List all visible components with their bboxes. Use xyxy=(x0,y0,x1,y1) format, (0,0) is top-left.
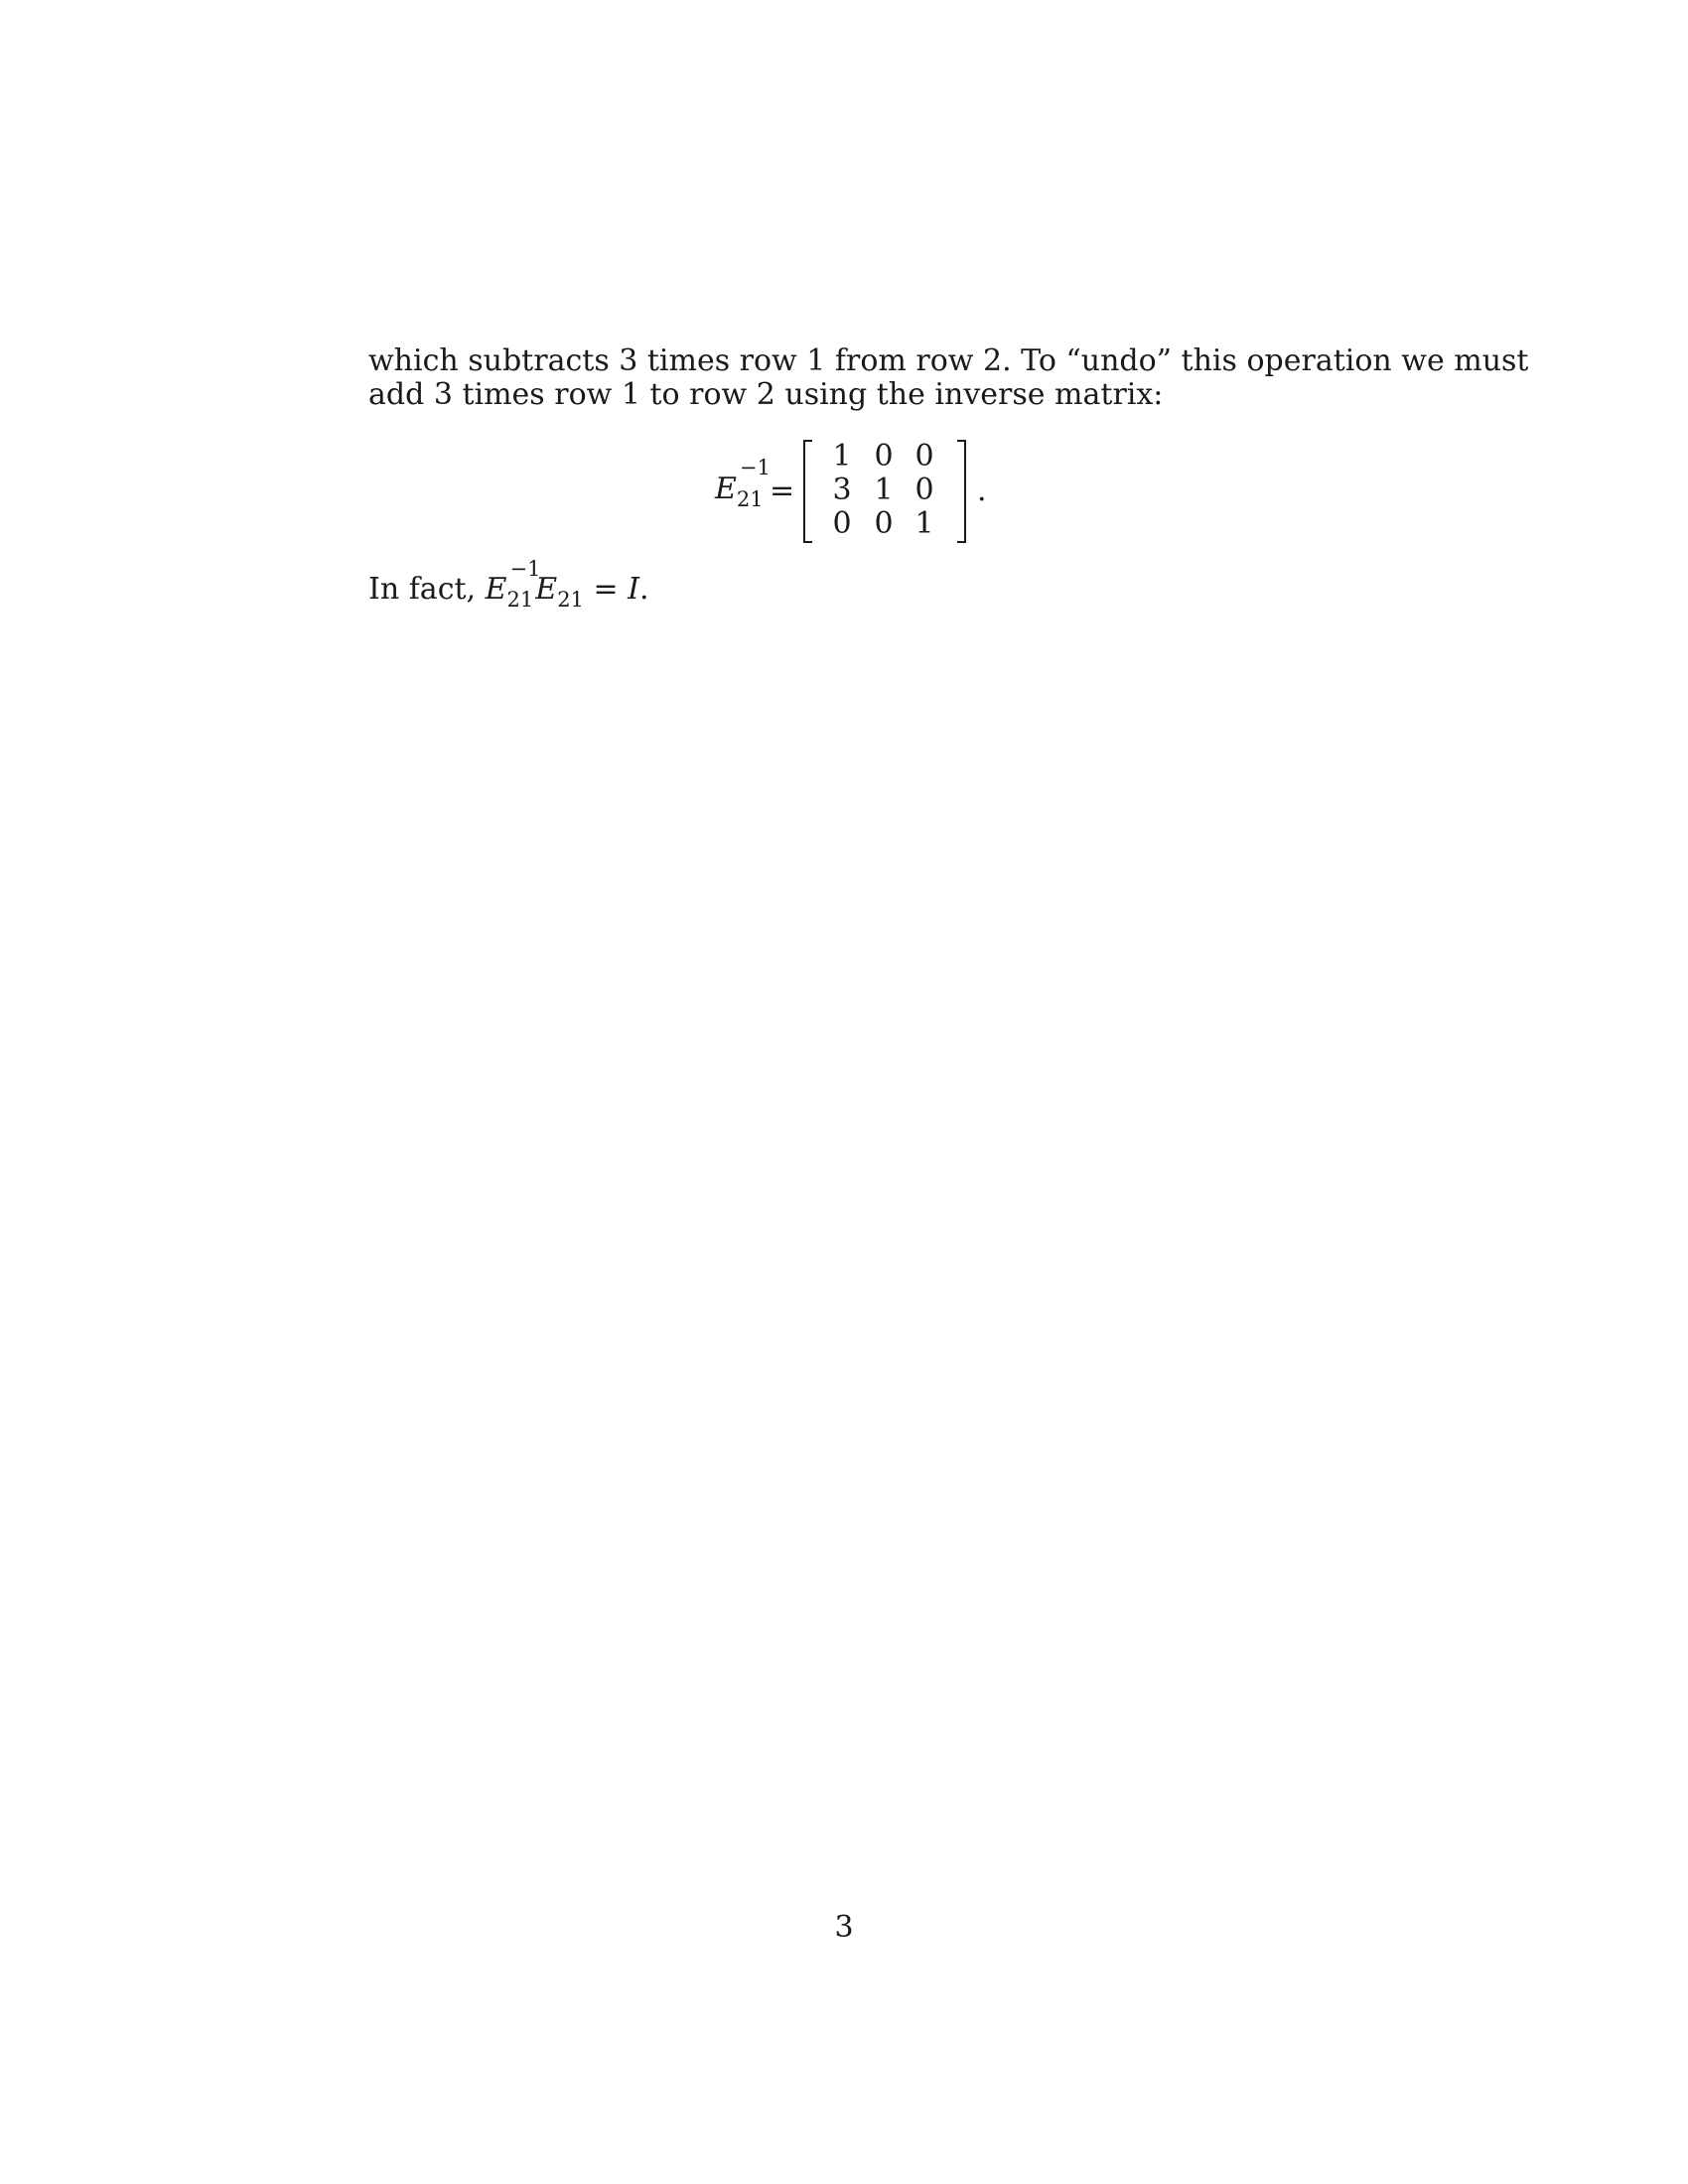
equals-sign: = xyxy=(770,474,795,508)
conclusion-prefix: In fact, xyxy=(368,572,486,607)
matrix-cell: 1 xyxy=(832,439,852,474)
matrix-cell: 0 xyxy=(874,439,894,474)
lhs-symbol: E xyxy=(715,472,737,506)
matrix-cell: 0 xyxy=(832,506,852,541)
equation-period: . xyxy=(977,474,987,508)
matrix-cell: 0 xyxy=(914,439,934,474)
conclusion-result: I xyxy=(628,572,639,607)
page-number: 3 xyxy=(834,1910,854,1945)
equation-lhs xyxy=(715,456,771,511)
inverse-matrix-equation xyxy=(715,440,993,543)
conclusion-superscript-1: −1 xyxy=(509,557,541,581)
lhs-superscript: −1 xyxy=(739,456,771,479)
paragraph-intro xyxy=(368,343,1529,412)
conclusion-relation: = xyxy=(583,572,629,607)
text-line-1: which subtracts 3 times row 1 from row 2. To “undo” this operation we must xyxy=(368,343,1529,378)
matrix-right-bracket xyxy=(957,440,966,543)
text-line-2: add 3 times row 1 to row 2 using the inverse matrix: xyxy=(368,377,1164,412)
matrix-cell: 1 xyxy=(914,506,934,541)
conclusion-end: . xyxy=(639,572,649,607)
lhs-scripts xyxy=(736,456,771,511)
conclusion-subscript-2: 21 xyxy=(557,588,584,612)
conclusion-symbol-1: E xyxy=(485,572,507,607)
matrix-left-bracket xyxy=(803,440,812,543)
matrix-cell: 1 xyxy=(874,473,894,507)
conclusion-symbol-2: E xyxy=(535,572,558,607)
conclusion-scripts-1 xyxy=(506,557,541,612)
conclusion-subscript-1: 21 xyxy=(506,588,534,612)
lhs-subscript: 21 xyxy=(736,487,764,511)
matrix-cell: 3 xyxy=(832,473,852,507)
paragraph-conclusion xyxy=(368,557,1322,612)
matrix-cell: 0 xyxy=(874,506,894,541)
matrix-cell: 0 xyxy=(914,473,934,507)
